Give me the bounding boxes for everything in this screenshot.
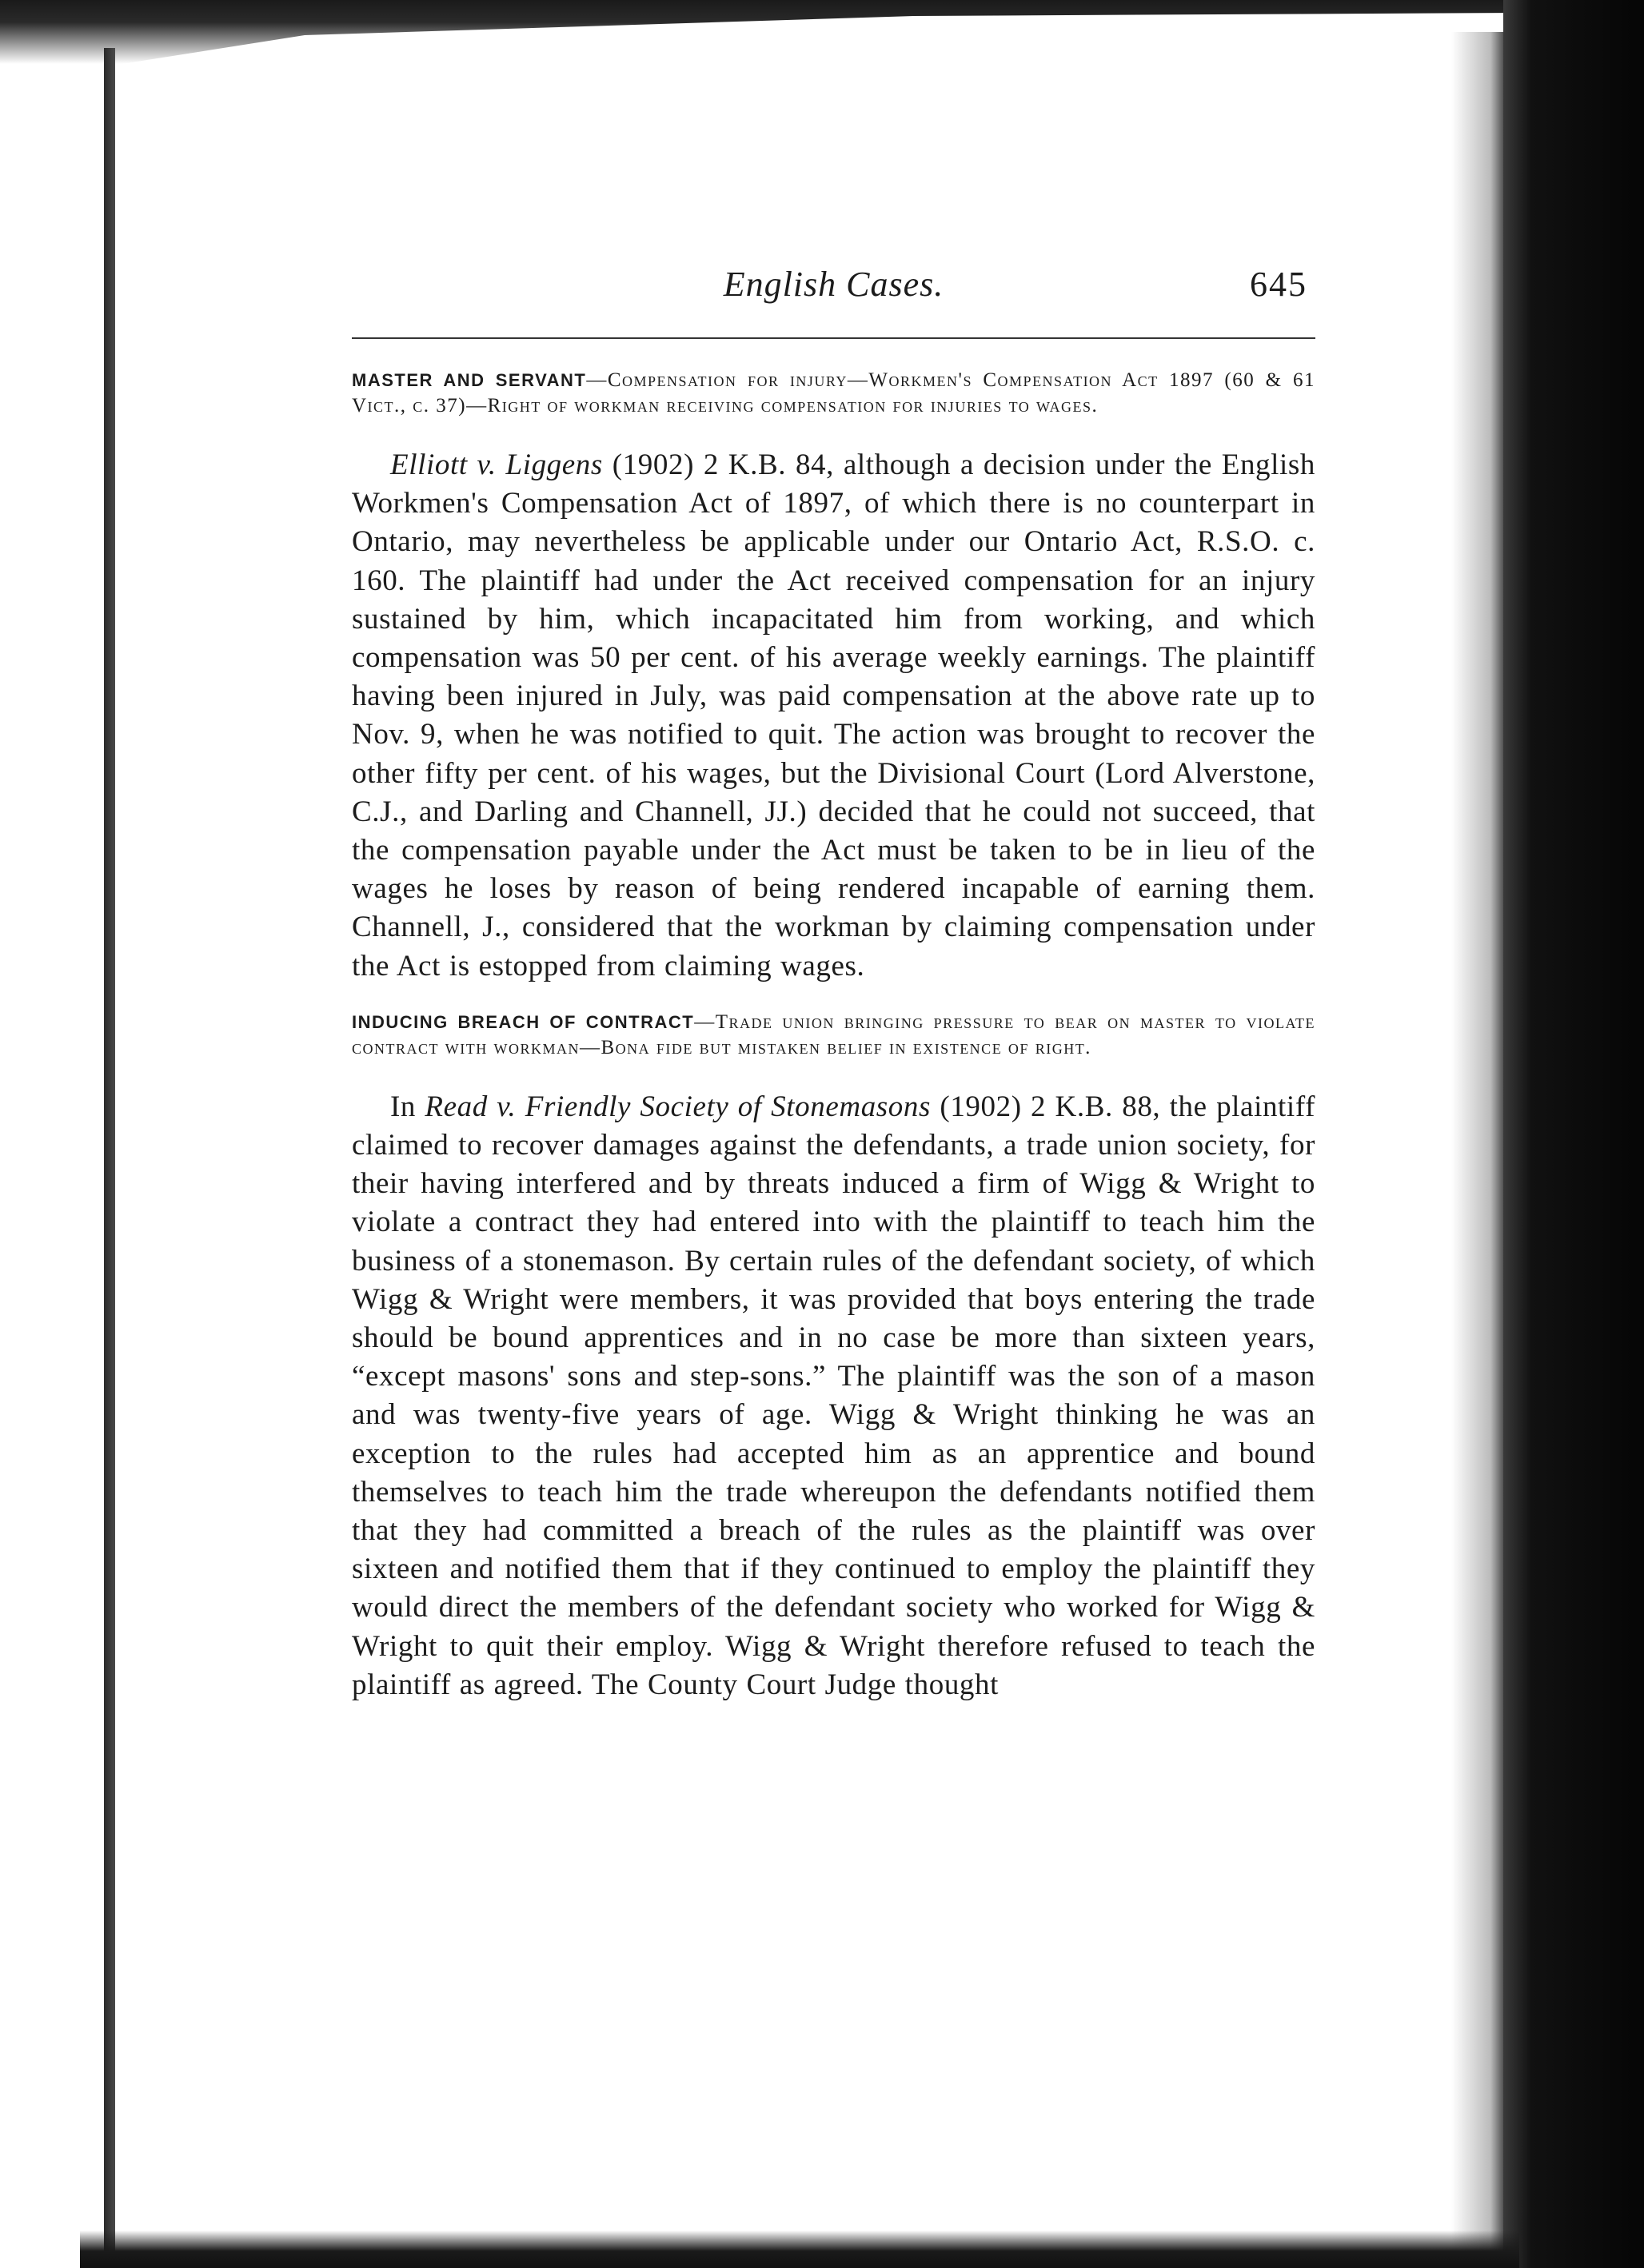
paragraph-body: (1902) 2 K.B. 84, although a decision under the English Workmen's Compensation Act of 1897, of which there is no counterpart in Ontario, may nevertheless be applicable under our Ontario Act, R.S.O. c. 160. The plaintiff had under the Act received compensation for an injury sustained by him, which incapacitated him from working, and which compensation was 50 per cent. of his average weekly earnings. The plaintiff having been injured in July, was paid compensation at the above rate up to Nov. 9, when he was notified to quit. The action was brought to recover the other fifty per cent. of his wages, but the Divisional Court (Lord Alverstone, C.J., and Darling and Channell, JJ.) decided that he could not succeed, that the compensation payable under the Act must be taken to be in lieu of the wages he loses by reason of being rendered incapable of earning them. Channell, J., considered that the workman by claiming compensation under the Act is estopped from claiming wages. <box>352 448 1315 983</box>
section-subheading: —Compensation for injury—Workmen's Compensation Act 1897 (60 & 61 Vict., c. 37)—Right of workman receiving compensation for injuries to wages. <box>352 369 1315 417</box>
section-subject: INDUCING BREACH OF CONTRACT <box>352 1011 695 1032</box>
scan-shadow-bottom <box>80 2230 1519 2268</box>
case-name: Elliott v. Liggens <box>390 448 603 481</box>
section-heading-master-and-servant <box>352 368 1315 419</box>
running-head <box>352 264 1315 328</box>
section-subheading: —Trade union bringing pressure to bear on master to violate contract with workman—Bona fide but mistaken belief in existence of right. <box>352 1010 1316 1058</box>
section-heading-inducing-breach-of-contract <box>352 1010 1315 1061</box>
book-page <box>352 264 1315 1728</box>
case-name: Read v. Friendly Society of Stonemasons <box>425 1090 931 1123</box>
case-paragraph-elliott-v-liggens <box>352 446 1315 986</box>
page-number: 645 <box>1250 265 1307 304</box>
scan-shadow-right-edge <box>1451 32 1507 2262</box>
scan-shadow-top <box>0 0 1523 64</box>
paragraph-prefix: In <box>390 1090 425 1123</box>
running-title: English Cases. <box>723 265 944 304</box>
header-rule <box>352 337 1315 339</box>
case-paragraph-read-v-friendly-society <box>352 1088 1315 1704</box>
scan-shadow-right <box>1503 0 1644 2268</box>
scan-shadow-left <box>104 48 115 2254</box>
paragraph-body: (1902) 2 K.B. 88, the plaintiff claimed to recover damages against the defendants, a trade union society, for their having interfered and by threats induced a firm of Wigg & Wright to violate a contract they had entered into with the plaintiff to teach him the business of a stonemason. By certain rules of the defendant society, of which Wigg & Wright were members, it was provided that boys entering the trade should be bound apprentices and in no case be more than sixteen years, “except masons' sons and step-sons.” The plaintiff was the son of a mason and was twenty-five years of age. Wigg & Wright thinking he was an exception to the rules had accepted him as an apprentice and bound themselves to teach him the trade whereupon the defendants notified them that they had committed a breach of the rules as the plaintiff was over sixteen and notified them that if they continued to employ the plaintiff they would direct the members of the defendant society who worked for Wigg & Wright to quit their employ. Wigg & Wright therefore refused to teach the plaintiff as agreed. The County Court Judge thought <box>352 1090 1315 1701</box>
section-subject: MASTER AND SERVANT <box>352 370 587 390</box>
